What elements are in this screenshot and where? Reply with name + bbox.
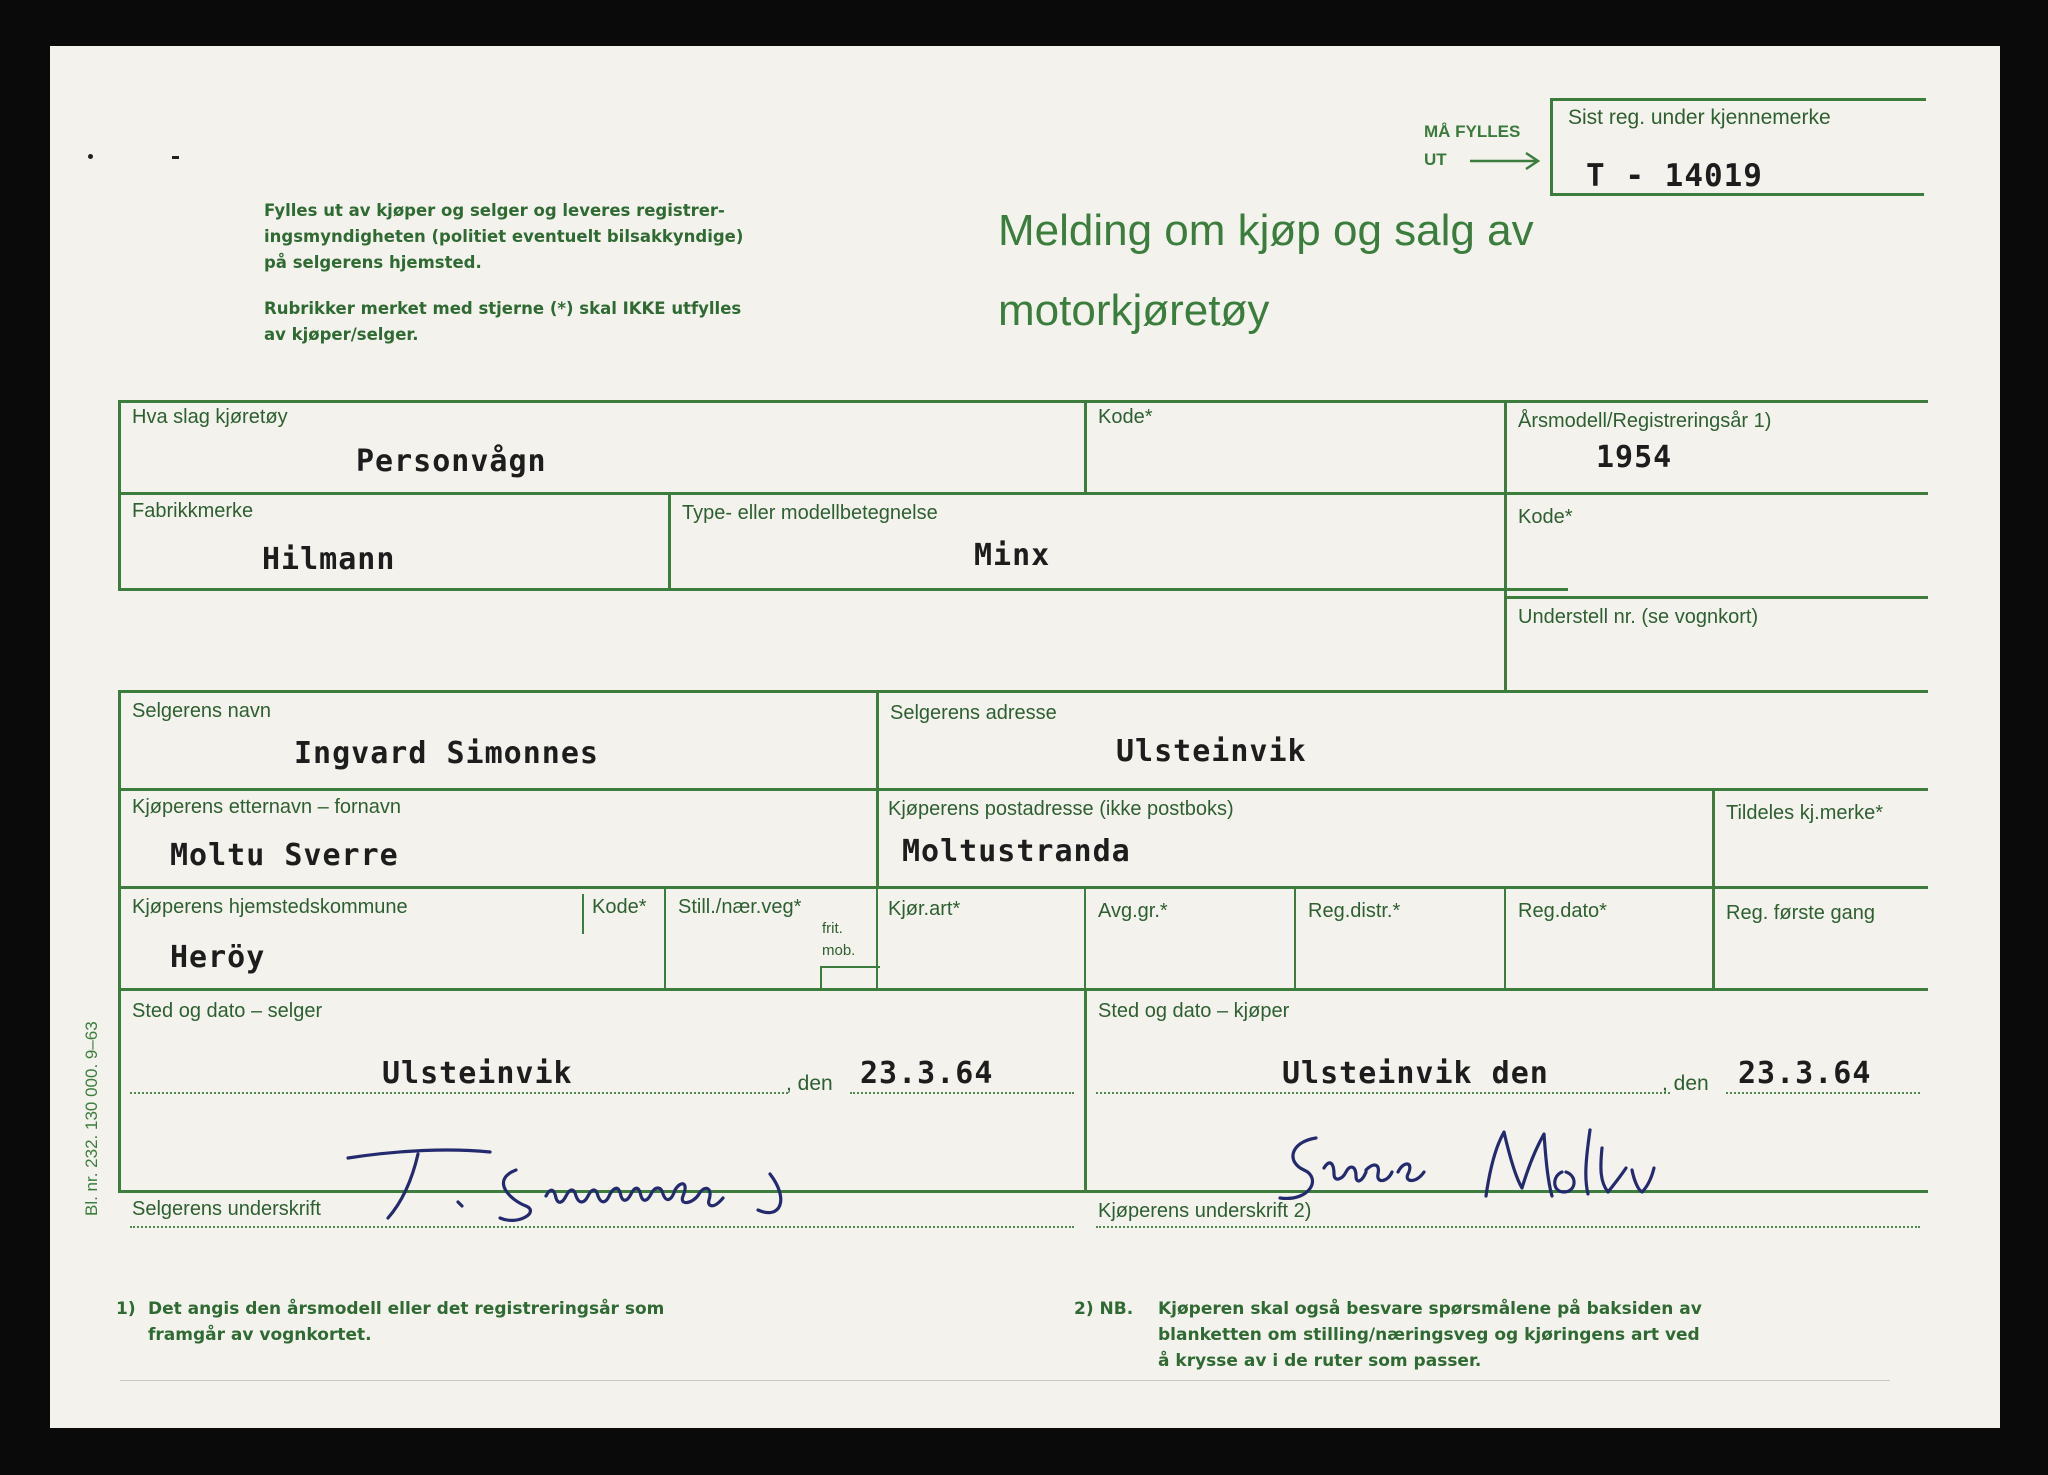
footnote1-number: 1) bbox=[116, 1299, 136, 1319]
ma-fylles-label: MÅ FYLLES bbox=[1424, 122, 1521, 141]
buyer-address-value: Moltustranda bbox=[902, 834, 1131, 869]
footnote2-line2: blanketten om stilling/næringsveg og kjøringens art ved bbox=[1158, 1325, 1700, 1345]
kode3-label: Kode* bbox=[592, 896, 647, 918]
regdato-label: Reg.dato* bbox=[1518, 900, 1607, 922]
sist-reg-label: Sist reg. under kjennemerke bbox=[1568, 106, 1831, 129]
seller-address-value: Ulsteinvik bbox=[1116, 734, 1307, 769]
punch-mark bbox=[88, 154, 93, 159]
year-label: Årsmodell/Registreringsår 1) bbox=[1518, 410, 1772, 432]
make-label: Fabrikkmerke bbox=[132, 500, 254, 522]
vehicle-type-value: Personvågn bbox=[356, 444, 547, 479]
footnote2-line3: å krysse av i de ruter som passer. bbox=[1158, 1351, 1482, 1371]
kode2-label: Kode* bbox=[1518, 506, 1573, 528]
buyer-signature-label: Kjøperens underskrift 2) bbox=[1098, 1200, 1312, 1222]
seller-signature-label: Selgerens underskrift bbox=[132, 1198, 321, 1220]
form-title-line1: Melding om kjøp og salg av bbox=[998, 206, 1534, 255]
buyer-name-value: Moltu Sverre bbox=[170, 838, 399, 873]
seller-name-label: Selgerens navn bbox=[132, 700, 271, 722]
year-value: 1954 bbox=[1596, 440, 1673, 475]
kjorart-label: Kjør.art* bbox=[888, 898, 961, 920]
seller-signature bbox=[340, 1140, 860, 1230]
vehicle-type-label: Hva slag kjøretøy bbox=[132, 406, 288, 428]
buyer-place-label: Sted og dato – kjøper bbox=[1098, 1000, 1290, 1022]
instructions-line5: av kjøper/selger. bbox=[264, 325, 419, 344]
seller-den-label: , den bbox=[786, 1072, 833, 1095]
model-label: Type- eller modellbetegnelse bbox=[682, 502, 938, 524]
form-sheet bbox=[50, 46, 2000, 1428]
municipality-value: Heröy bbox=[170, 940, 266, 975]
kode-label: Kode* bbox=[1098, 406, 1153, 428]
buyer-den-label: , den bbox=[1662, 1072, 1709, 1095]
footnote1-line2: framgår av vognkortet. bbox=[148, 1325, 372, 1345]
seller-name-value: Ingvard Simonnes bbox=[294, 736, 599, 771]
mob-label: mob. bbox=[822, 942, 856, 959]
seller-address-label: Selgerens adresse bbox=[890, 702, 1057, 724]
seller-place-label: Sted og dato – selger bbox=[132, 1000, 323, 1022]
buyer-address-label: Kjøperens postadresse (ikke postboks) bbox=[888, 798, 1234, 820]
avggr-label: Avg.gr.* bbox=[1098, 900, 1168, 922]
buyer-name-label: Kjøperens etternavn – fornavn bbox=[132, 796, 402, 818]
punch-mark bbox=[172, 156, 179, 159]
sist-reg-value: T - 14019 bbox=[1586, 158, 1763, 194]
instructions-line1: Fylles ut av kjøper og selger og leveres registrer- bbox=[264, 201, 725, 220]
buyer-date-value: 23.3.64 bbox=[1738, 1056, 1872, 1091]
footnote2-line1: Kjøperen skal også besvare spørsmålene på baksiden av bbox=[1158, 1299, 1702, 1319]
municipality-label: Kjøperens hjemstedskommune bbox=[132, 896, 408, 918]
buyer-signature bbox=[1260, 1118, 1760, 1228]
seller-place-value: Ulsteinvik bbox=[382, 1056, 573, 1091]
instructions-line4: Rubrikker merket med stjerne (*) skal IKKE utfylles bbox=[264, 299, 742, 318]
footnote1-line1: Det angis den årsmodell eller det registreringsår som bbox=[148, 1299, 665, 1319]
instructions-line2: ingsmyndigheten (politiet eventuelt bilsakkyndige) bbox=[264, 227, 744, 246]
form-number-code: Bl. nr. 232. 130 000. 9–63 bbox=[82, 1021, 101, 1216]
ut-label: UT bbox=[1424, 150, 1447, 169]
footnote2-number: 2) NB. bbox=[1074, 1299, 1134, 1319]
model-value: Minx bbox=[974, 538, 1051, 573]
still-label: Still./nær.veg* bbox=[678, 896, 802, 918]
frit-label: frit. bbox=[822, 920, 843, 937]
plate-label: Tildeles kj.merke* bbox=[1726, 802, 1884, 824]
buyer-place-value: Ulsteinvik den bbox=[1282, 1056, 1549, 1091]
instructions-line3: på selgerens hjemsted. bbox=[264, 253, 482, 272]
regforste-label: Reg. første gang bbox=[1726, 902, 1875, 924]
make-value: Hilmann bbox=[262, 542, 396, 577]
regdistr-label: Reg.distr.* bbox=[1308, 900, 1401, 922]
chassis-label: Understell nr. (se vognkort) bbox=[1518, 606, 1759, 628]
form-title-line2: motorkjøretøy bbox=[998, 286, 1270, 335]
arrow-right-icon bbox=[1468, 150, 1544, 172]
seller-date-value: 23.3.64 bbox=[860, 1056, 994, 1091]
